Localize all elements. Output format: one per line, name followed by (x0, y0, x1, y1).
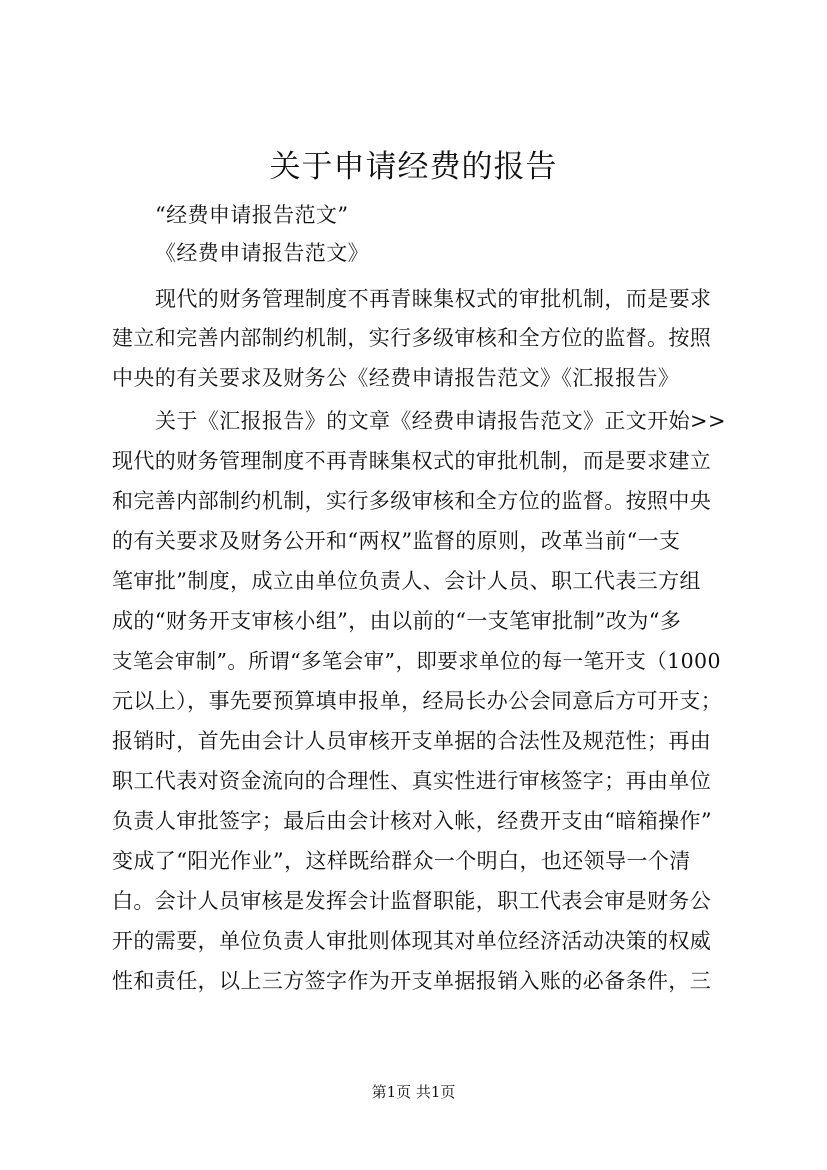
body-line: 和完善内部制约机制，实行多级审核和全方位的监督。按照中央 (112, 489, 712, 513)
body-line: 关于《汇报报告》的文章《经费申请报告范文》正文开始>> (155, 409, 726, 433)
body-line: 职工代表对资金流向的合理性、真实性进行审核签字；再由单位 (112, 769, 712, 793)
body-line: 成的“财务开支审核小组”，由以前的“一支笔审批制”改为“多 (112, 609, 682, 633)
body-line: 现代的财务管理制度不再青睐集权式的审批机制，而是要求 (155, 287, 712, 311)
body-line: 支笔会审制”。所谓“多笔会审”，即要求单位的每一笔开支（1000 (112, 649, 721, 673)
body-line: 负责人审批签字；最后由会计核对入帐，经费开支由“暗箱操作” (112, 809, 713, 833)
body-line: 现代的财务管理制度不再青睐集权式的审批机制，而是要求建立 (112, 449, 712, 473)
body-line: 《经费申请报告范文》 (155, 241, 369, 265)
body-line: “经费申请报告范文” (155, 203, 349, 227)
body-line: 元以上），事先要预算填申报单，经局长办公会同意后方可开支； (112, 689, 723, 713)
page-title: 关于申请经费的报告 (269, 149, 558, 185)
page-footer: 第1页 共1页 (371, 1083, 456, 1101)
body-line: 白。会计人员审核是发挥会计监督职能，职工代表会审是财务公 (112, 889, 712, 913)
body-line: 建立和完善内部制约机制，实行多级审核和全方位的监督。按照 (112, 326, 712, 350)
body-line: 报销时，首先由会计人员审核开支单据的合法性及规范性；再由 (112, 729, 712, 753)
body-line: 变成了“阳光作业”，这样既给群众一个明白，也还领导一个清 (112, 849, 691, 873)
body-line: 笔审批”制度，成立由单位负责人、会计人员、职工代表三方组 (112, 569, 701, 593)
body-line: 中央的有关要求及财务公《经费申请报告范文》《汇报报告》 (112, 366, 680, 390)
body-line: 的有关要求及财务公开和“两权”监督的原则，改革当前“一支 (112, 529, 681, 553)
body-line: 性和责任，以上三方签字作为开支单据报销入账的必备条件，三 (112, 969, 712, 993)
body-line: 开的需要，单位负责人审批则体现其对单位经济活动决策的权威 (112, 929, 712, 953)
